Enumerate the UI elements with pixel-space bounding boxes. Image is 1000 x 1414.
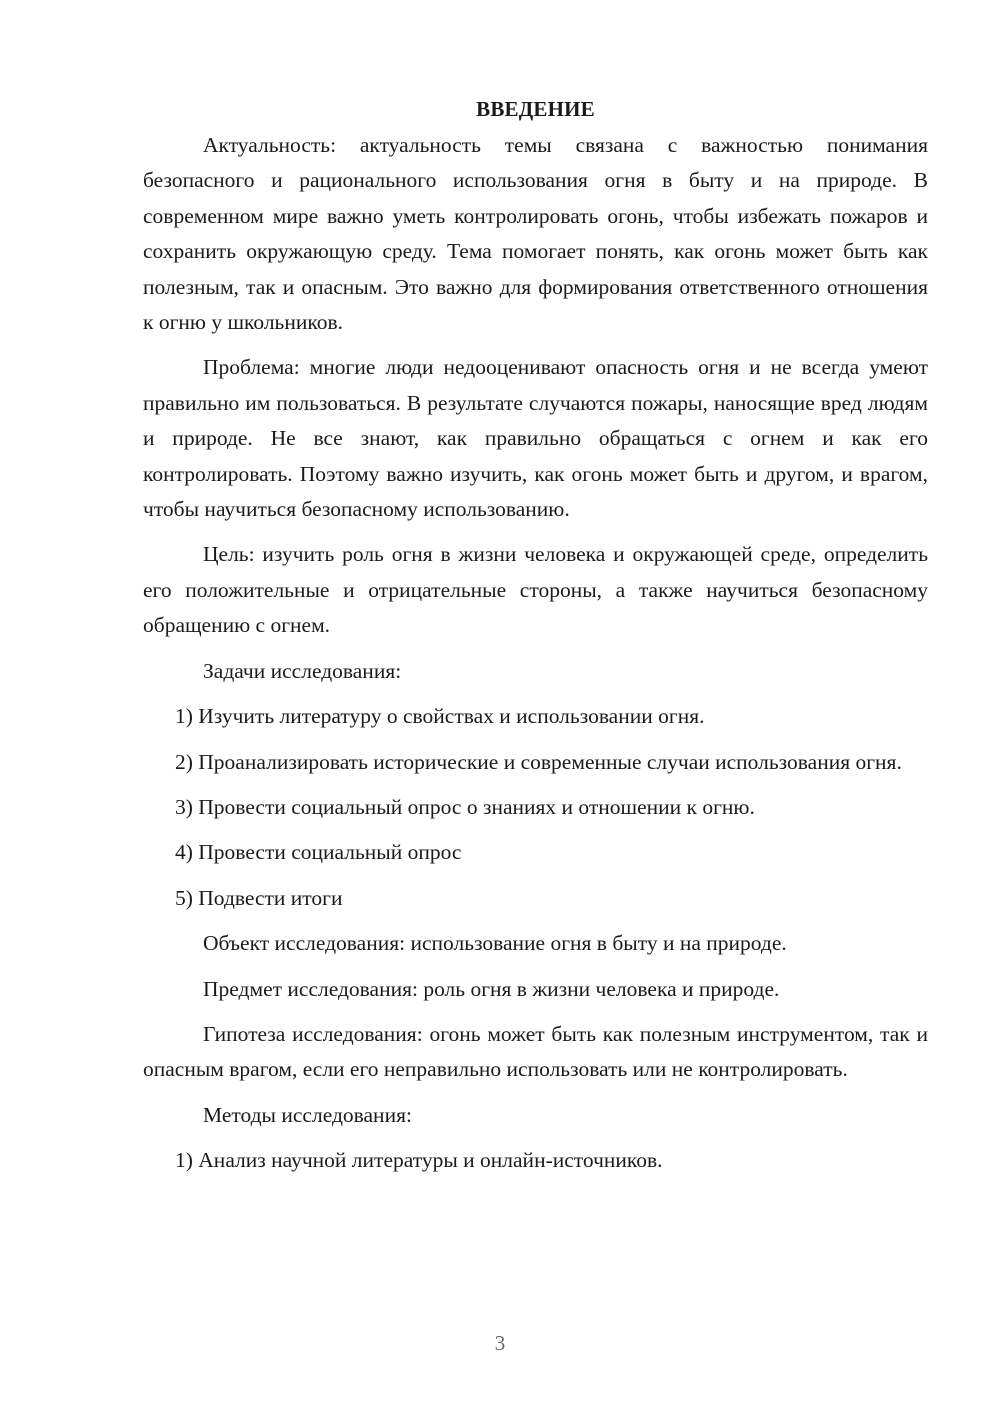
page-title: ВВЕДЕНИЕ xyxy=(476,97,595,121)
task-item-2: 2) Проанализировать исторические и современные случаи использования огня. xyxy=(175,749,902,774)
hypothesis-paragraph: Гипотеза исследования: огонь может быть как полезным инструментом, так и опасным врагом, если его неправильно использовать или не контролировать. xyxy=(143,1021,928,1082)
object-paragraph: Объект исследования: использование огня в быту и на природе. xyxy=(203,931,787,956)
tasks-title: Задачи исследования: xyxy=(203,658,402,683)
document-page xyxy=(143,92,928,1189)
problem-paragraph: Проблема: многие люди недооценивают опасность огня и не всегда умеют правильно им пользоваться. В результате случаются пожары, наносящие вред людям и природе. Не все знают, как правильно обращаться с огнем и как его контролировать. Поэтому важно изучить, как огонь может быть и другом, и врагом, чтобы научиться безопасному использованию. xyxy=(143,355,928,522)
method-item-1: 1) Анализ научной литературы и онлайн-источников. xyxy=(175,1148,663,1173)
subject-paragraph: Предмет исследования: роль огня в жизни человека и природе. xyxy=(203,976,780,1001)
goal-paragraph: Цель: изучить роль огня в жизни человека и окружающей среде, определить его положительные и отрицательные стороны, а также научиться безопасному обращению с огнем. xyxy=(143,542,928,638)
relevance-paragraph: Актуальность: актуальность темы связана с важностью понимания безопасного и рационального использования огня в быту и на природе. В современном мире важно уметь контролировать огонь, чтобы избежать пожаров и сохранить окружающую среду. Тема помогает понять, как огонь может быть как полезным, так и опасным. Это важно для формирования ответственного отношения к огню у школьников. xyxy=(143,133,928,335)
task-item-4: 4) Провести социальный опрос xyxy=(175,840,462,865)
task-item-3: 3) Провести социальный опрос о знаниях и отношении к огню. xyxy=(175,794,755,819)
methods-title: Методы исследования: xyxy=(203,1102,412,1127)
page-number: 3 xyxy=(494,1331,506,1355)
task-item-1: 1) Изучить литературу о свойствах и использовании огня. xyxy=(175,704,705,729)
task-item-5: 5) Подвести итоги xyxy=(175,885,343,910)
